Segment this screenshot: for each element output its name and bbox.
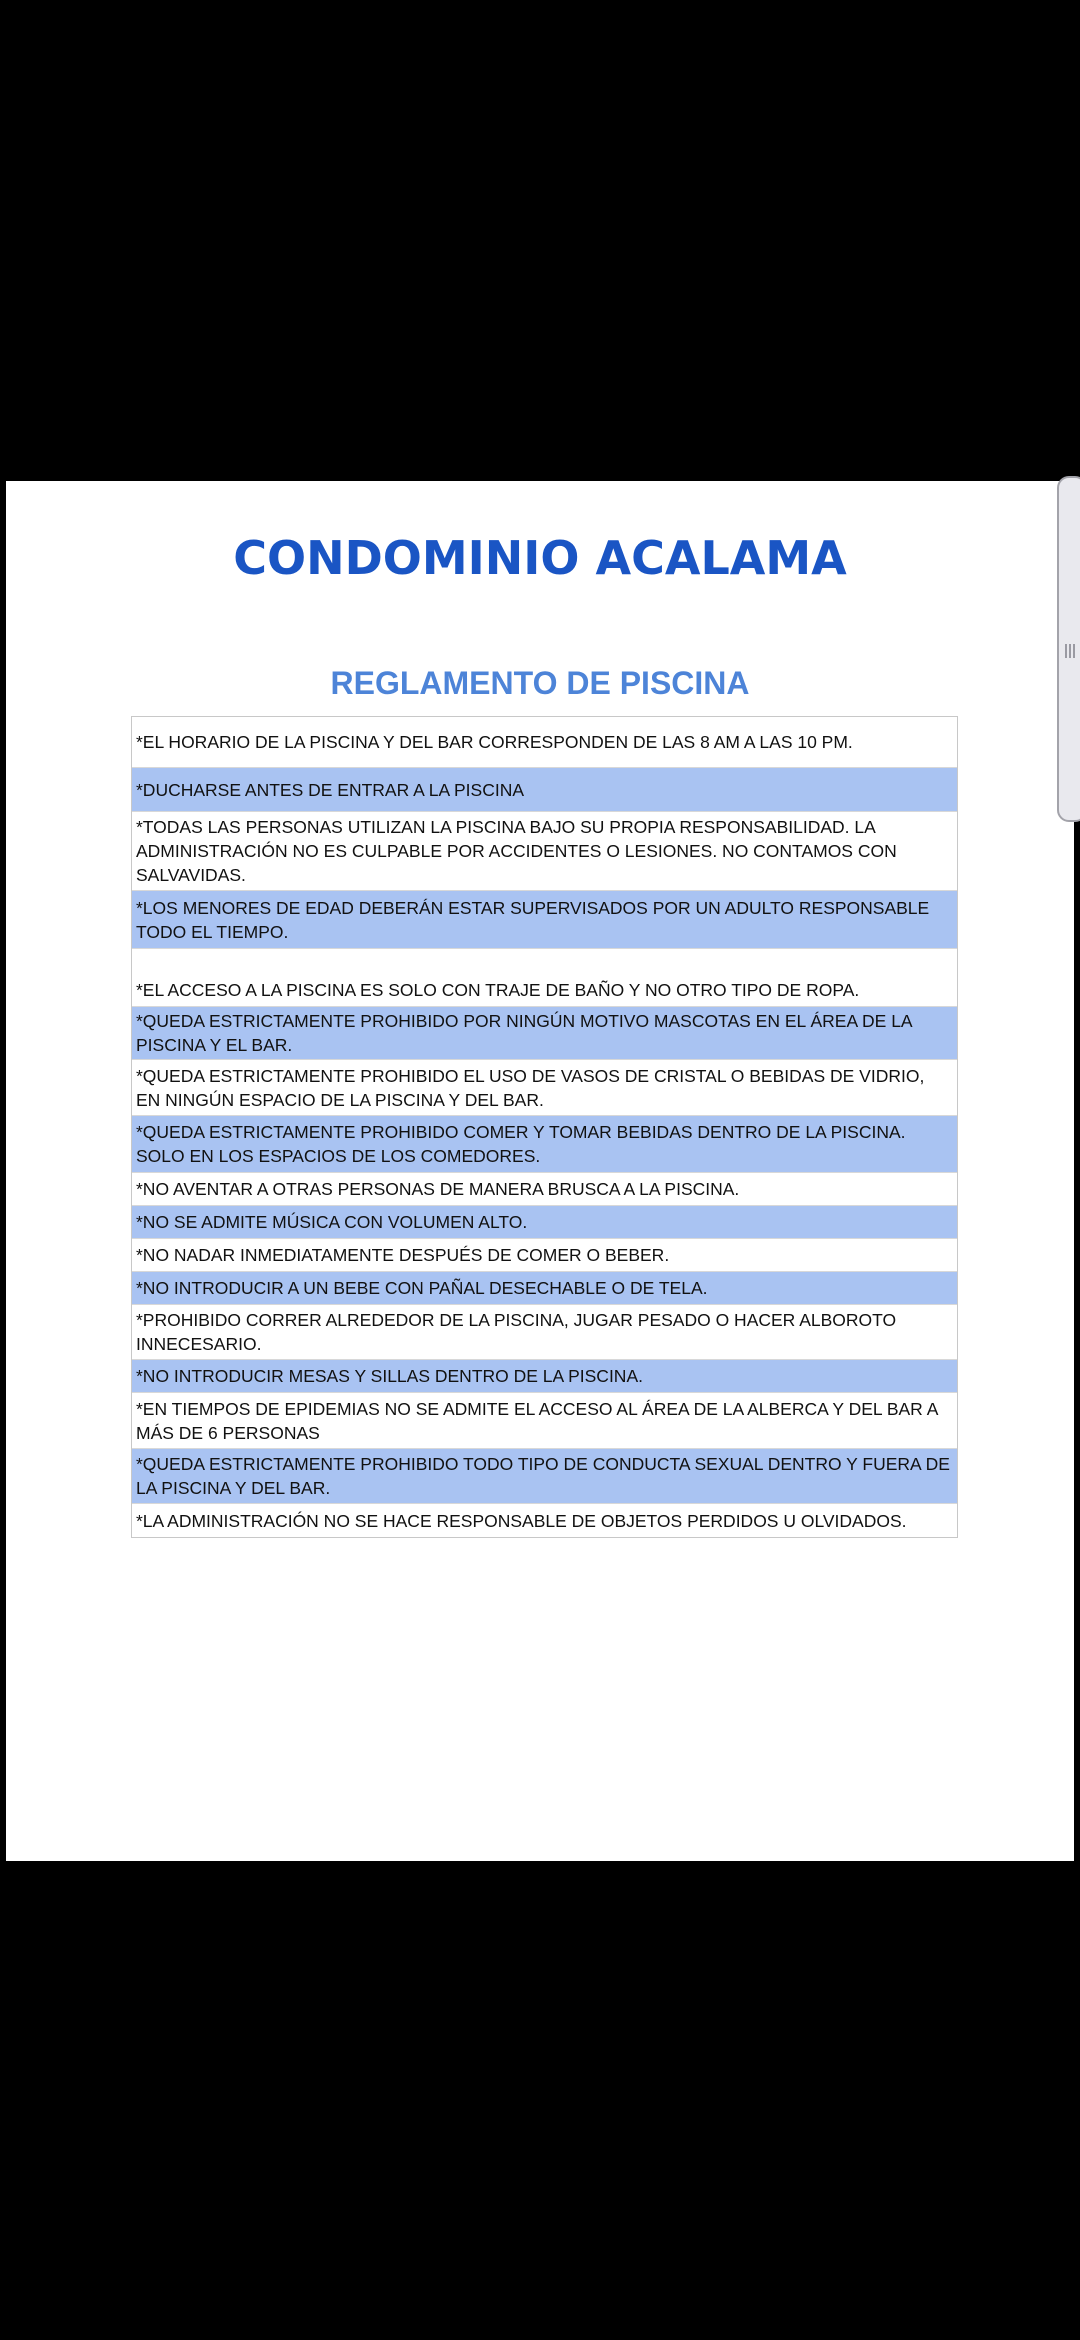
- rule-text: *NO INTRODUCIR A UN BEBE CON PAÑAL DESECHABLE O DE TELA.: [136, 1278, 708, 1298]
- rule-text: *QUEDA ESTRICTAMENTE PROHIBIDO COMER Y TOMAR BEBIDAS DENTRO DE LA PISCINA. SOLO EN LOS ESPACIOS DE LOS COMEDORES.: [136, 1122, 906, 1166]
- rule-row: [132, 1173, 957, 1206]
- rule-text: *NO NADAR INMEDIATAMENTE DESPUÉS DE COMER O BEBER.: [136, 1245, 670, 1265]
- rule-text: *PROHIBIDO CORRER ALREDEDOR DE LA PISCINA, JUGAR PESADO O HACER ALBOROTO INNECESARIO.: [136, 1310, 897, 1354]
- document-page: [6, 481, 1074, 1861]
- rule-row: [132, 1305, 957, 1360]
- scrollbar-handle[interactable]: [1057, 476, 1080, 822]
- rule-text: *QUEDA ESTRICTAMENTE PROHIBIDO EL USO DE VASOS DE CRISTAL O BEBIDAS DE VIDRIO, EN NINGÚN ESPACIO DE LA PISCINA Y DEL BAR.: [136, 1065, 925, 1110]
- rule-text: *NO SE ADMITE MÚSICA CON VOLUMEN ALTO.: [136, 1212, 528, 1232]
- document-subtitle: REGLAMENTO DE PISCINA: [330, 665, 750, 701]
- grip-icon: [1065, 644, 1075, 658]
- rule-text: *LOS MENORES DE EDAD DEBERÁN ESTAR SUPERVISADOS POR UN ADULTO RESPONSABLE TODO EL TIEMPO.: [136, 897, 930, 942]
- rule-text: *LA ADMINISTRACIÓN NO SE HACE RESPONSABLE DE OBJETOS PERDIDOS U OLVIDADOS.: [136, 1510, 907, 1531]
- rules-table: [131, 716, 958, 1538]
- rule-row: [132, 1393, 957, 1449]
- rule-row: [132, 891, 957, 949]
- rule-text: *NO AVENTAR A OTRAS PERSONAS DE MANERA BRUSCA A LA PISCINA.: [136, 1179, 740, 1199]
- rule-row: [132, 949, 957, 1007]
- rule-text: *QUEDA ESTRICTAMENTE PROHIBIDO TODO TIPO DE CONDUCTA SEXUAL DENTRO Y FUERA DE LA PISCINA Y DEL BAR.: [136, 1454, 950, 1498]
- rule-row: [132, 1060, 957, 1116]
- rule-text: *NO INTRODUCIR MESAS Y SILLAS DENTRO DE LA PISCINA.: [136, 1366, 643, 1386]
- rule-row: [132, 1360, 957, 1393]
- rule-row: [132, 1239, 957, 1272]
- rule-text: *EL ACCESO A LA PISCINA ES SOLO CON TRAJE DE BAÑO Y NO OTRO TIPO DE ROPA.: [136, 980, 860, 1000]
- rule-row: [132, 1116, 957, 1173]
- rule-text: *EN TIEMPOS DE EPIDEMIAS NO SE ADMITE EL ACCESO AL ÁREA DE LA ALBERCA Y DEL BAR A MÁS DE 6 PERSONAS: [136, 1398, 938, 1443]
- rule-row: [132, 768, 957, 812]
- document-title: CONDOMINIO ACALAMA: [233, 531, 847, 585]
- rule-text: *TODAS LAS PERSONAS UTILIZAN LA PISCINA BAJO SU PROPIA RESPONSABILIDAD. LA ADMINISTRACIÓN NO ES CULPABLE POR ACCIDENTES O LESIONES. NO CONTAMOS CON SALVAVIDAS.: [136, 817, 897, 885]
- rule-row: [132, 1007, 957, 1060]
- rule-text: *EL HORARIO DE LA PISCINA Y DEL BAR CORRESPONDEN DE LAS 8 AM A LAS 10 PM.: [136, 732, 853, 752]
- rule-row: [132, 1272, 957, 1305]
- rule-row: [132, 717, 957, 768]
- rule-text: *QUEDA ESTRICTAMENTE PROHIBIDO POR NINGÚN MOTIVO MASCOTAS EN EL ÁREA DE LA PISCINA Y EL BAR.: [136, 1011, 912, 1055]
- rule-row: [132, 1206, 957, 1239]
- rule-row: [132, 1504, 957, 1537]
- rule-row: [132, 812, 957, 891]
- rule-row: [132, 1449, 957, 1504]
- rule-text: *DUCHARSE ANTES DE ENTRAR A LA PISCINA: [136, 779, 525, 800]
